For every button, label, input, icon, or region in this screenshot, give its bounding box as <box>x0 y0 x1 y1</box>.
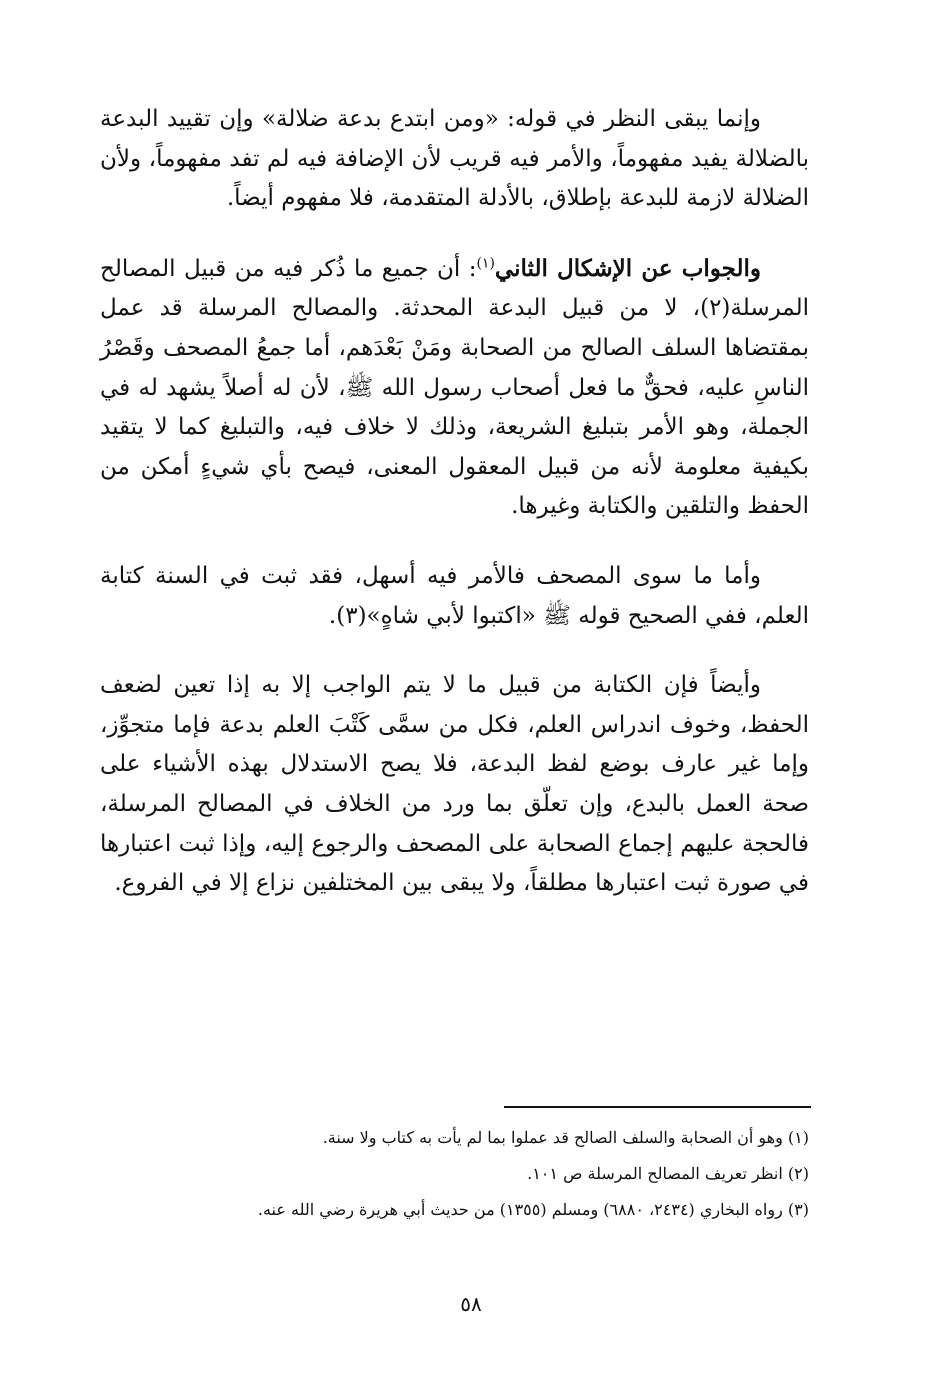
footnote-ref-1[interactable]: (١) <box>476 255 495 272</box>
paragraph-2-heading: والجواب عن الإشكال الثاني <box>494 254 761 282</box>
paragraph-4 <box>100 666 809 904</box>
paragraph-2-text: : أن جميع ما ذُكر فيه من قبيل المصالح المرسلة(٢)، لا من قبيل البدعة المحدثة. والمصالح المرسلة قد عمل بمقتضاها السلف الصالح من الصحابة ومَنْ بَعْدَهم، أما جمعُ المصحف وقَصْرُ الناسِ عليه، فحقٌّ ما فعل أصحاب رسول الله ﷺ، لأن له أصلاً يشهد له في الجملة، وهو الأمر بتبليغ الشريعة، وذلك لا خلاف فيه، والتبليغ كما لا يتقيد بكيفية معلومة لأنه من قبيل المعقول المعنى، فيصح بأي شيءٍ أمكن من الحفظ والتلقين والكتابة وغيرها. <box>100 255 809 520</box>
footnote-1: (١) وهو أن الصحابة والسلف الصالح قد عملوا بما لم يأت به كتاب ولا سنة. <box>322 1128 809 1147</box>
main-text <box>100 100 809 934</box>
footnote-2: (٢) انظر تعريف المصالح المرسلة ص ١٠١. <box>527 1164 809 1183</box>
paragraph-4-text: وأيضاً فإن الكتابة من قبيل ما لا يتم الواجب إلا به إذا تعين لضعف الحفظ، وخوف اندراس العلم، فكل من سمَّى كَتْبَ العلم بدعة فإما متجوِّز، وإما غير عارف بوضع لفظ البدعة، فلا يصح الاستدلال بهذه الأشياء على صحة العمل بالبدع، وإن تعلّق بما ورد من الخلاف في المصالح المرسلة، فالحجة عليهم إجماع الصحابة على المصحف والرجوع إليه، وإذا ثبت اعتبارها في صورة ثبت اعتبارها مطلقاً، ولا يبقى بين المختلفين نزاع إلا في الفروع. <box>100 672 809 897</box>
page-number: ٥٨ <box>460 1292 482 1316</box>
footnotes <box>100 1120 809 1228</box>
paragraph-2 <box>100 249 809 527</box>
paragraph-1-text: وإنما يبقى النظر في قوله: «ومن ابتدع بدعة ضلالة» وإن تقييد البدعة بالضلالة يفيد مفهوماً، والأمر فيه قريب لأن الإضافة فيه لم تفد مفهوماً، ولأن الضلالة لازمة للبدعة بإطلاق، بالأدلة المتقدمة، فلا مفهوم أيضاً. <box>100 106 809 212</box>
footnote-3: (٣) رواه البخاري (٢٤٣٤، ٦٨٨٠) ومسلم (١٣٥٥) من حديث أبي هريرة رضي الله عنه. <box>257 1200 809 1219</box>
paragraph-1 <box>100 100 809 219</box>
footnote-divider <box>504 1106 811 1108</box>
paragraph-3-text: وأما ما سوى المصحف فالأمر فيه أسهل، فقد ثبت في السنة كتابة العلم، ففي الصحيح قوله ﷺ «اكتبوا لأبي شاهٍ»(٣). <box>100 562 809 629</box>
paragraph-3 <box>100 557 809 636</box>
